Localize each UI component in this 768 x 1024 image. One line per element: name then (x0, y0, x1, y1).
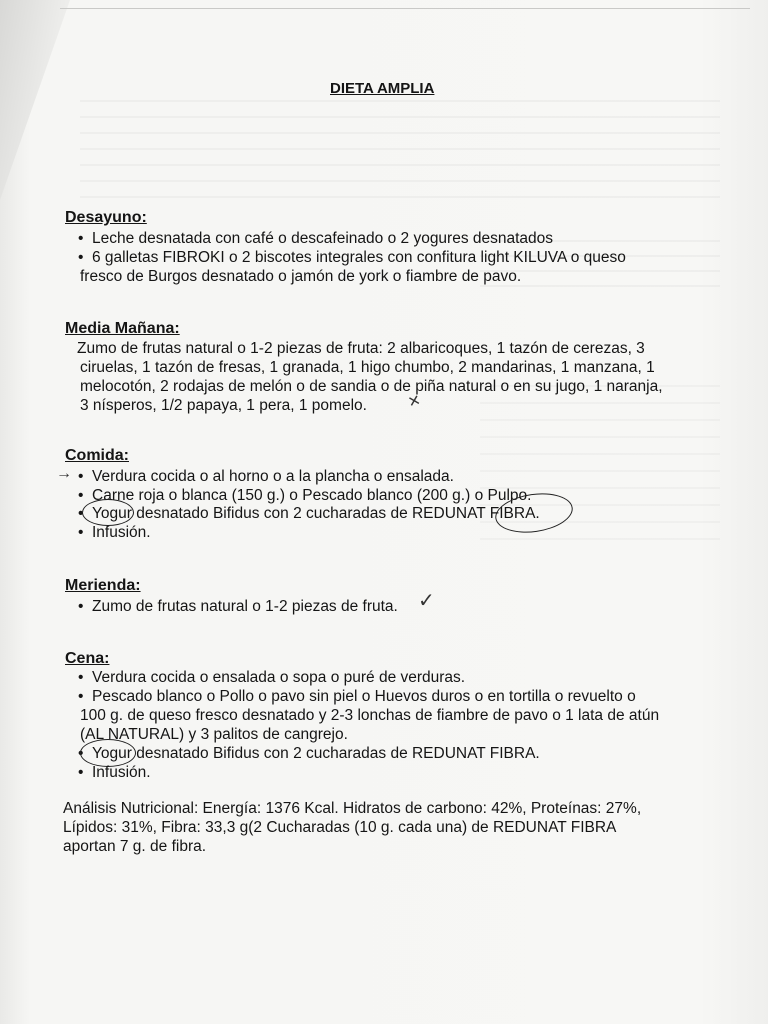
arrow-right-icon: → (56, 465, 72, 482)
hand-circle-yogur (82, 499, 134, 526)
bullet-icon: • (78, 688, 84, 705)
merienda-item-1: Zumo de frutas natural o 1-2 piezas de fruta. (92, 598, 398, 615)
bullet-icon: • (78, 230, 84, 247)
bullet-icon: • (78, 745, 84, 762)
desayuno-item-2-line-1: 6 galletas FIBROKI o 2 biscotes integrales con confitura light KILUVA o queso (92, 249, 626, 266)
cena-item-2-line-1: Pescado blanco o Pollo o pavo sin piel o Huevos duros o en tortilla o revuelto o (92, 688, 636, 705)
analisis-line-2: Lípidos: 31%, Fibra: 33,3 g(2 Cucharadas (10 g. cada una) de REDUNAT FIBRA (63, 819, 617, 836)
cena-item-2-line-3: (AL NATURAL) y 3 palitos de cangrejo. (80, 726, 348, 743)
desayuno-heading: Desayuno: (65, 209, 147, 226)
bullet-icon: • (78, 598, 84, 615)
bullet-icon: • (78, 468, 84, 485)
comida-item-4: Infusión. (92, 524, 151, 541)
bullet-icon: • (78, 524, 84, 541)
media-manana-line-2: ciruelas, 1 tazón de fresas, 1 granada, 1 higo chumbo, 2 mandarinas, 1 manzana, 1 (80, 359, 655, 376)
bullet-icon: • (78, 487, 84, 504)
page-title: DIETA AMPLIA (330, 80, 435, 97)
cena-item-4: Infusión. (92, 764, 151, 781)
bullet-icon: • (78, 764, 84, 781)
merienda-heading: Merienda: (65, 577, 141, 594)
bullet-icon: • (78, 249, 84, 266)
comida-heading: Comida: (65, 447, 129, 464)
analisis-line-3: aportan 7 g. de fibra. (63, 838, 207, 855)
page-fold-shadow (0, 0, 70, 200)
check-mark-icon: ✕ (406, 391, 423, 412)
media-manana-heading: Media Mañana: (65, 320, 180, 337)
cena-item-2-line-2: 100 g. de queso fresco desnatado y 2-3 lonchas de fiambre de pavo o 1 lata de atún (80, 707, 660, 724)
desayuno-item-2-line-2: fresco de Burgos desnatado o jamón de york o fiambre de pavo. (80, 268, 522, 285)
bleed-through-texture (80, 100, 720, 210)
comida-item-1: Verdura cocida o al horno o a la plancha o ensalada. (92, 468, 454, 485)
desayuno-item-1: Leche desnatada con café o descafeinado o 2 yogures desnatados (92, 230, 554, 247)
cena-heading: Cena: (65, 650, 110, 667)
media-manana-line-1: Zumo de frutas natural o 1-2 piezas de fruta: 2 albaricoques, 1 tazón de cerezas, 3 (77, 340, 645, 357)
media-manana-line-4: 3 nísperos, 1/2 papaya, 1 pera, 1 pomelo. (80, 397, 367, 414)
comida-item-2: Carne roja o blanca (150 g.) o Pescado blanco (200 g.) o Pulpo. (92, 487, 532, 504)
bullet-icon: • (78, 669, 84, 686)
bullet-icon: • (78, 505, 84, 522)
check-mark-icon: ✓ (418, 590, 435, 612)
comida-item-3: Yogur desnatado Bifidus con 2 cucharadas de REDUNAT FIBRA. (92, 505, 540, 522)
top-edge-line (60, 8, 750, 9)
media-manana-line-3: melocotón, 2 rodajas de melón o de sandia o de piña natural o en su jugo, 1 naranja, (80, 378, 663, 395)
cena-item-1: Verdura cocida o ensalada o sopa o puré de verduras. (92, 669, 466, 686)
analisis-line-1: Análisis Nutricional: Energía: 1376 Kcal. Hidratos de carbono: 42%, Proteínas: 27%, (63, 800, 642, 817)
cena-item-3: Yogur desnatado Bifidus con 2 cucharadas de REDUNAT FIBRA. (92, 745, 540, 762)
